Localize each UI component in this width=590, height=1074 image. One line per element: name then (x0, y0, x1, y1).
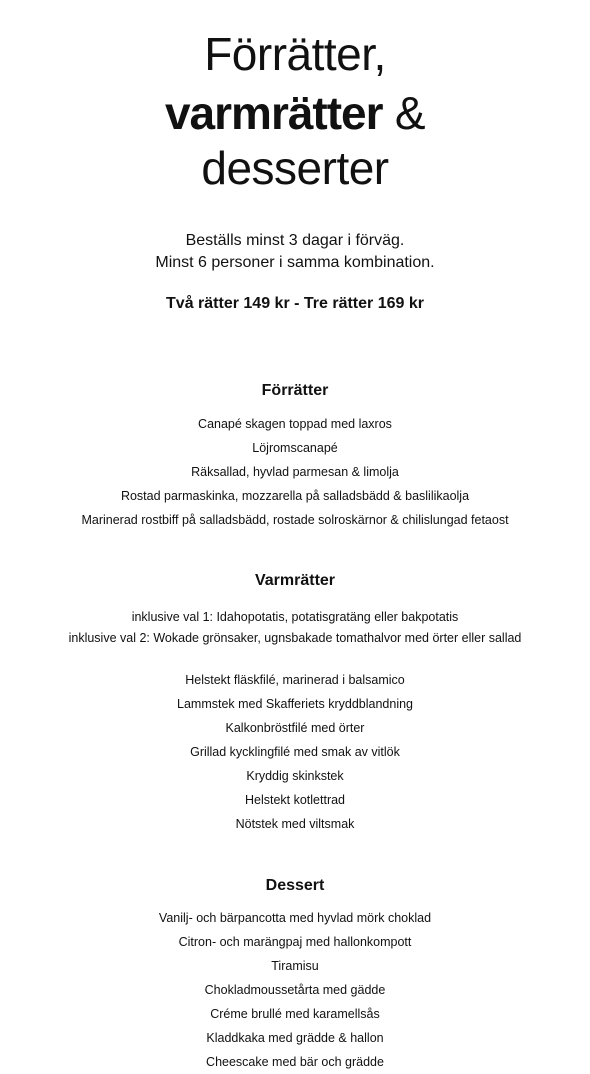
title-ampersand: & (382, 87, 426, 139)
title-line-2 (0, 84, 590, 142)
side-option: inklusive val 2: Wokade grönsaker, ugnsbakade tomathalvor med örter eller sallad (68, 631, 522, 645)
menu-item: Kryddig skinkstek (246, 769, 344, 783)
dessert-list (0, 906, 590, 1074)
menu-item: Tiramisu (271, 959, 319, 973)
menu-item: Nötstek med viltsmak (235, 817, 355, 831)
section-heading-forratter: Förrätter (261, 382, 329, 399)
menu-item: Kladdkaka med grädde & hallon (206, 1031, 384, 1045)
menu-item: Kalkonbröstfilé med örter (225, 721, 365, 735)
menu-item: Lammstek med Skafferiets kryddblandning (177, 697, 413, 711)
menu-item: Löjromscanapé (252, 441, 338, 455)
side-option: inklusive val 1: Idahopotatis, potatisgratäng eller bakpotatis (131, 610, 459, 624)
menu-item: Grillad kycklingfilé med smak av vitlök (190, 745, 400, 759)
menu-item: Marinerad rostbiff på salladsbädd, rostade solroskärnor & chilislungad fetaost (81, 513, 509, 527)
title-bold-word: varmrätter (164, 87, 383, 139)
varmratter-list (0, 668, 590, 836)
menu-item: Canapé skagen toppad med laxros (198, 417, 392, 431)
menu-item: Chokladmoussetårta med gädde (204, 983, 386, 997)
menu-item: Citron- och marängpaj med hallonkompott (178, 935, 412, 949)
intro-order-notice: Beställs minst 3 dagar i förväg. (185, 232, 405, 249)
menu-item: Helstekt kotlettrad (244, 793, 346, 807)
menu-item: Räksallad, hyvlad parmesan & limolja (191, 465, 399, 479)
title-line-3: desserter (201, 142, 389, 194)
varmratter-options-list (0, 607, 590, 649)
menu-item: Vanilj- och bärpancotta med hyvlad mörk choklad (158, 911, 432, 925)
intro-min-persons: Minst 6 personer i samma kombination. (155, 254, 435, 271)
forratter-list (0, 412, 590, 532)
menu-item: Cheescake med bär och grädde (206, 1055, 384, 1069)
section-heading-dessert: Dessert (265, 877, 325, 894)
menu-item: Rostad parmaskinka, mozzarella på salladsbädd & baslilikaolja (120, 489, 470, 503)
price-line: Två rätter 149 kr - Tre rätter 169 kr (166, 295, 424, 312)
section-heading-varmratter: Varmrätter (254, 572, 336, 589)
menu-item: Helstekt fläskfilé, marinerad i balsamico (185, 673, 405, 687)
title-line-1: Förrätter, (204, 28, 386, 80)
menu-item: Créme brullé med karamellsås (210, 1007, 380, 1021)
